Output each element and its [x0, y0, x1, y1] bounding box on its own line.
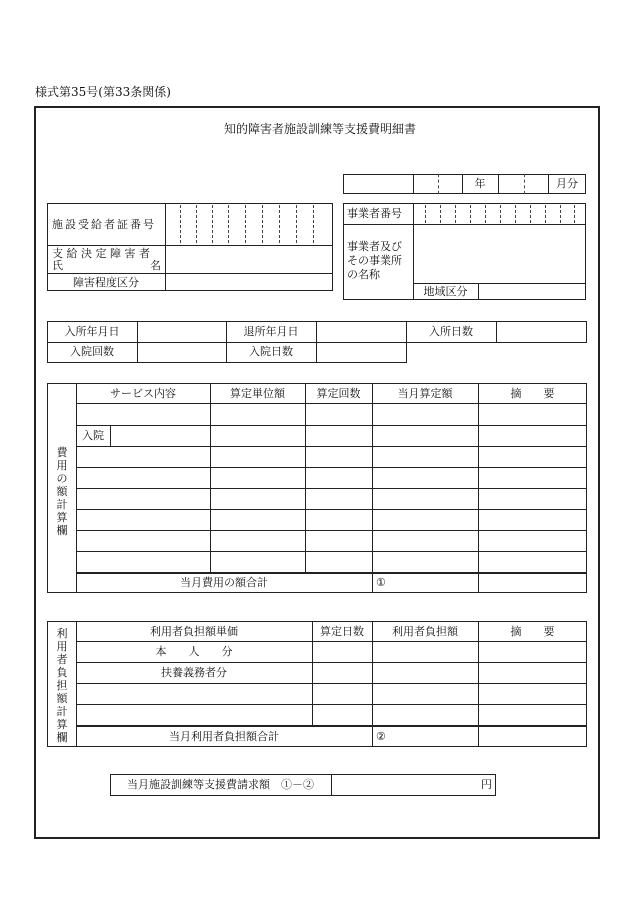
- hosp-days-label: 入院日数: [249, 345, 293, 358]
- cost-row-hosp-label: 入院: [82, 429, 104, 442]
- user-header-days: 算定日数: [320, 625, 364, 638]
- claim-unit: 円: [481, 778, 492, 791]
- recipient-no-label: 施設受給者証番号: [52, 218, 156, 231]
- admit-days-label: 入所日数: [429, 325, 473, 338]
- form-number: 様式第35号(第33条関係): [35, 85, 171, 99]
- claim-label: 当月施設訓練等支援費請求額 ①－②: [127, 778, 314, 791]
- cost-header-notes: 摘 要: [510, 387, 555, 400]
- business-name-label-3: の名称: [347, 268, 380, 281]
- cost-header-amount: 当月算定額: [397, 387, 453, 400]
- user-total-mark: ②: [376, 730, 386, 743]
- cost-total-mark: ①: [376, 576, 386, 589]
- user-header-unit-price: 利用者負担額単価: [150, 625, 238, 638]
- leave-date-label: 退所年月日: [243, 325, 299, 338]
- decision-label-2a: 氏: [52, 259, 63, 272]
- business-name-label-2: その事業所: [347, 254, 402, 267]
- cost-header-unit: 算定単位額: [230, 387, 285, 400]
- user-side-label: 利用者負担額計算欄: [56, 627, 68, 744]
- admit-date-label: 入所年月日: [64, 325, 120, 338]
- disability-level-label: 障害程度区分: [73, 276, 139, 289]
- month-label: 月分: [556, 177, 578, 190]
- cost-side-label: 費用の額計算欄: [56, 446, 68, 537]
- decision-label-1: 支 給 決 定 障 害 者: [52, 247, 150, 260]
- cost-total-label: 当月費用の額合計: [180, 576, 268, 589]
- business-name-label-1: 事業者及び: [347, 240, 402, 253]
- user-header-burden: 利用者負担額: [392, 625, 458, 638]
- user-row-dependent: 扶養義務者分: [161, 666, 227, 679]
- business-no-label: 事業者番号: [347, 207, 402, 220]
- decision-label-2b: 名: [150, 259, 161, 272]
- cost-header-service: サービス内容: [110, 387, 176, 400]
- form-title: 知的障害者施設訓練等支援費明細書: [223, 122, 416, 136]
- user-header-notes: 摘 要: [510, 625, 555, 638]
- cost-header-count: 算定回数: [316, 387, 361, 400]
- user-row-self: 本 人 分: [155, 645, 233, 658]
- year-label: 年: [474, 177, 486, 190]
- region-label: 地域区分: [423, 285, 468, 298]
- user-table: [47, 621, 587, 747]
- hosp-count-label: 入院回数: [70, 345, 114, 358]
- user-total-label: 当月利用者負担額合計: [169, 730, 279, 743]
